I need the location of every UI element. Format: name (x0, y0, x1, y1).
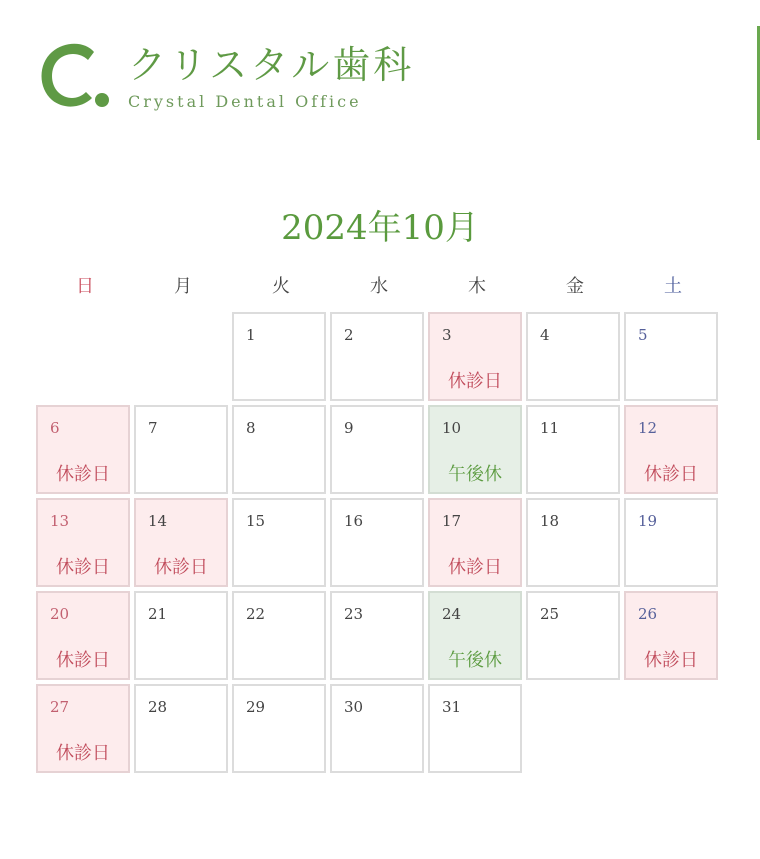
afternoon-closed-label: 午後休 (448, 650, 502, 671)
calendar-empty-cell (36, 312, 130, 401)
calendar-day-cell[interactable] (330, 498, 424, 587)
closed-day-label: 休診日 (448, 371, 502, 392)
calendar-day-cell[interactable] (36, 405, 130, 494)
weekday-sun: 日 (76, 276, 94, 297)
day-number: 25 (540, 605, 560, 623)
closed-day-label: 休診日 (154, 557, 208, 578)
weekday-sat: 土 (664, 276, 682, 297)
day-number: 8 (246, 419, 256, 437)
weekday-header (36, 272, 720, 298)
calendar-day-cell[interactable] (232, 591, 326, 680)
clinic-logo[interactable] (36, 38, 414, 112)
day-number: 18 (540, 512, 560, 530)
day-number: 20 (50, 605, 70, 623)
weekday-wed: 水 (370, 276, 388, 297)
day-number: 13 (50, 512, 70, 530)
calendar-day-cell[interactable] (330, 591, 424, 680)
calendar-day-cell[interactable] (232, 405, 326, 494)
calendar-day-cell[interactable] (624, 591, 718, 680)
day-number: 12 (638, 419, 658, 437)
day-number: 17 (442, 512, 462, 530)
weekday-mon: 月 (174, 276, 192, 297)
calendar-day-cell[interactable] (134, 405, 228, 494)
clinic-name-en: Crystal Dental Office (128, 92, 362, 111)
calendar-day-cell[interactable] (232, 684, 326, 773)
day-number: 5 (638, 326, 648, 344)
calendar-day-cell[interactable] (624, 405, 718, 494)
calendar-day-cell[interactable] (428, 405, 522, 494)
closed-day-label: 休診日 (56, 557, 110, 578)
calendar-day-cell[interactable] (526, 591, 620, 680)
calendar-grid (36, 312, 718, 773)
day-number: 3 (442, 326, 452, 344)
day-number: 2 (344, 326, 354, 344)
calendar-day-cell[interactable] (134, 684, 228, 773)
calendar-day-cell[interactable] (526, 498, 620, 587)
closed-day-label: 休診日 (644, 650, 698, 671)
calendar-day-cell[interactable] (330, 312, 424, 401)
calendar-day-cell[interactable] (232, 312, 326, 401)
calendar-day-cell[interactable] (624, 312, 718, 401)
day-number: 11 (540, 419, 560, 437)
calendar-day-cell[interactable] (330, 405, 424, 494)
closed-day-label: 休診日 (56, 743, 110, 764)
day-number: 26 (638, 605, 658, 623)
day-number: 4 (540, 326, 550, 344)
calendar-day-cell[interactable] (428, 498, 522, 587)
calendar-day-cell[interactable] (428, 684, 522, 773)
calendar-empty-cell (134, 312, 228, 401)
afternoon-closed-label: 午後休 (448, 464, 502, 485)
day-number: 30 (344, 698, 364, 716)
logo-mark-icon (36, 38, 114, 112)
calendar-day-cell[interactable] (624, 498, 718, 587)
calendar-day-cell[interactable] (526, 312, 620, 401)
day-number: 28 (148, 698, 168, 716)
day-number: 29 (246, 698, 266, 716)
closed-day-label: 休診日 (56, 650, 110, 671)
weekday-tue: 火 (272, 276, 290, 297)
closed-day-label: 休診日 (448, 557, 502, 578)
day-number: 15 (246, 512, 266, 530)
calendar-day-cell[interactable] (36, 684, 130, 773)
day-number: 9 (344, 419, 354, 437)
day-number: 6 (50, 419, 60, 437)
day-number: 31 (442, 698, 462, 716)
calendar-day-cell[interactable] (526, 405, 620, 494)
calendar-day-cell[interactable] (428, 591, 522, 680)
calendar-day-cell[interactable] (36, 498, 130, 587)
day-number: 27 (50, 698, 70, 716)
calendar-day-cell[interactable] (36, 591, 130, 680)
day-number: 1 (246, 326, 256, 344)
calendar-day-cell[interactable] (330, 684, 424, 773)
day-number: 16 (344, 512, 364, 530)
calendar-day-cell[interactable] (428, 312, 522, 401)
day-number: 21 (148, 605, 168, 623)
day-number: 19 (638, 512, 658, 530)
calendar-day-cell[interactable] (134, 498, 228, 587)
day-number: 24 (442, 605, 462, 623)
calendar-day-cell[interactable] (134, 591, 228, 680)
clinic-name: クリスタル歯科 (128, 43, 415, 87)
day-number: 10 (442, 419, 462, 437)
day-number: 14 (148, 512, 168, 530)
weekday-thu: 木 (468, 276, 486, 297)
closed-day-label: 休診日 (644, 464, 698, 485)
day-number: 23 (344, 605, 364, 623)
weekday-fri: 金 (566, 276, 584, 297)
calendar-title: 2024年10月 (281, 208, 479, 248)
closed-day-label: 休診日 (56, 464, 110, 485)
day-number: 22 (246, 605, 266, 623)
calendar-day-cell[interactable] (232, 498, 326, 587)
day-number: 7 (148, 419, 158, 437)
